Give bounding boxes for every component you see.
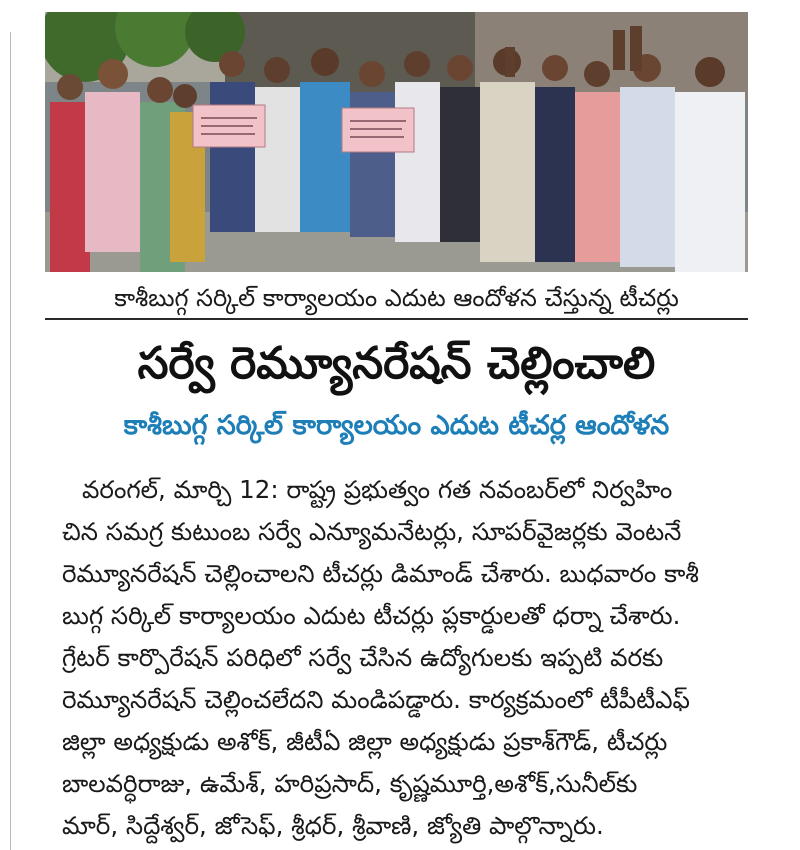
protest-photo (45, 12, 748, 272)
body-line: బాలవర్ధిరాజు, ఉమేశ్, హరిప్రసాద్, కృష్ణమూర్తి,అశోక్,సునీల్‌కు (62, 769, 638, 798)
photo-illustration (45, 12, 748, 272)
column-rule (10, 32, 11, 850)
headline: సర్వే రెమ్యూనరేషన్ చెల్లించాలి (137, 338, 656, 389)
photo-caption: కాశీబుగ్గ సర్కిల్ కార్యాలయం ఎదుట ఆందోళన చేస్తున్న టీచర్లు (45, 278, 748, 320)
body-line: మార్, సిద్దేశ్వర్, జోసెఫ్, శ్రీధర్, శ్రీవాణి, జ్యోతి పాల్గొన్నారు. (62, 811, 604, 840)
article-body (62, 469, 747, 847)
body-line: చిన సమగ్ర కుటుంబ సర్వే ఎన్యూమనేటర్లు, సూపర్‌వైజర్లకు వెంటనే (62, 517, 682, 546)
body-line: రెమ్యూనరేషన్ చెల్లించాలని టీచర్లు డిమాండ్ చేశారు. బుధవారం కాశీ (62, 559, 699, 588)
body-line: రెమ్యూనరేషన్ చెల్లించలేదని మండిపడ్డారు. కార్యక్రమంలో టీపీటీఎఫ్ (62, 685, 690, 714)
body-line: గ్రేటర్ కార్పొరేషన్ పరిధిలో సర్వే చేసిన ఉద్యోగులకు ఇప్పటి వరకు (62, 643, 664, 672)
placard-right (342, 108, 414, 152)
body-line: బుగ్గ సర్కిల్ కార్యాలయం ఎదుట టీచర్లు ప్లకార్డులతో ధర్నా చేశారు. (62, 601, 681, 630)
body-line: వరంగల్, మార్చి 12: రాష్ట్ర ప్రభుత్వం గత నవంబర్‌లో నిర్వహిం (82, 475, 673, 504)
body-line: జిల్లా అధ్యక్షుడు అశోక్, జీటీఏ జిల్లా అధ్యక్షుడు ప్రకాశ్‌గౌడ్, టీచర్లు (62, 727, 668, 756)
subheadline: కాశీబుగ్గ సర్కిల్ కార్యాలయం ఎదుట టీచర్ల ఆందోళన (123, 410, 670, 441)
